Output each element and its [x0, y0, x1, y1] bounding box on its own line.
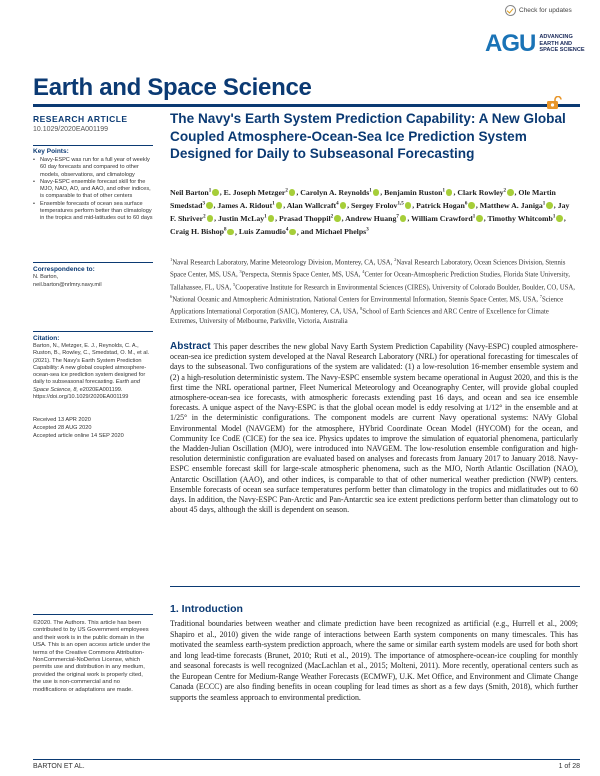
orcid-icon[interactable]	[289, 229, 296, 236]
key-point: • Navy-ESPC was run for a full year of weekly 60 day forecasts and compared to other models, observations, and climatology	[33, 157, 153, 179]
open-access-icon	[546, 96, 562, 110]
author-name: Prasad Thoppil$^2$	[279, 213, 334, 223]
author-name: Neil Barton$^1$	[170, 187, 212, 197]
author-name: Timothy Whitcomb$^1$	[487, 213, 556, 223]
abstract	[170, 342, 578, 515]
journal-title: Earth and Space Science	[33, 74, 312, 101]
orcid-icon[interactable]	[446, 189, 453, 196]
running-author: BARTON ET AL.	[33, 763, 85, 770]
orcid-icon[interactable]	[373, 189, 380, 196]
correspondence-name: N. Barton,	[33, 274, 59, 280]
orcid-icon[interactable]	[334, 215, 341, 222]
agu-tagline: ADVANCING EARTH AND SPACE SCIENCE	[539, 34, 585, 54]
author-name: Matthew A. Janiga$^1$	[479, 200, 546, 210]
abstract-label: Abstract	[170, 341, 211, 352]
author-name: Luis Zamudio$^4$	[238, 227, 289, 237]
citation-journal: Earth and Space Science, 8,	[33, 379, 140, 393]
author-name: Justin McLay$^1$	[217, 213, 267, 223]
author-name: E. Joseph Metzger$^2$	[223, 187, 288, 197]
agu-logo	[485, 26, 595, 62]
key-points-list	[33, 157, 153, 223]
author-name: Clark Rowley$^2$	[457, 187, 506, 197]
author-list: Neil Barton$^1$ , E. Joseph Metzger$^2$ , Carolyn A. Reynolds$^1$ , Benjamin Ruston$^1$ , Clark Rowley$^2$ , Ole Martin Smedstad$^3$ , James A. Ridout$^1$ , Alan Wallcraft$^4$ , Sergey Frolov$^{1,5}$ , Patrick Hogan$^6$ , Matthew A. Janiga$^1$ , Jay F. Shriver$^2$ , Justin McLay$^1$ , Prasad Thoppil$^2$ , Andrew Huang$^7$ , William Crawford$^1$ , Timothy Whitcomb$^1$ , Craig H. Bishop$^8$ , Luis Zamudio$^4$ , and Michael Phelps$^3$	[170, 187, 570, 237]
citation-block	[33, 343, 153, 401]
author-name: and Michael Phelps$^3$	[300, 227, 369, 237]
sidebar-divider	[33, 262, 153, 263]
license-text: ©2020. The Authors. This article has been contributed to by US Government employees and their work is in the public domain in the USA. This is an open access article under the terms of the Creative Commons Attribution-NonCommercial-NoDerivs License, which permits use and distribution in any medium, provided the original work is properly cited, the use is non-commercial and no modifications or adaptations are made.	[33, 620, 151, 693]
check-updates-icon	[505, 5, 516, 16]
key-point: • Navy-ESPC ensemble forecast skill for the MJO, NAO, AO, and AAO, and other indices, is comparable to that of other centers	[33, 179, 153, 201]
author-name: Benjamin Ruston$^1$	[384, 187, 445, 197]
author-name: Jay F. Shriver$^2$	[170, 200, 570, 223]
sidebar-divider	[33, 331, 153, 332]
section-title: 1. Introduction	[170, 603, 243, 615]
orcid-icon[interactable]	[212, 189, 219, 196]
citation-link[interactable]: e2020EA001199. https://doi.org/10.1029/2020EA001199	[33, 386, 129, 401]
agu-wordmark: AGU	[485, 30, 536, 57]
header-divider	[33, 104, 580, 107]
orcid-icon[interactable]	[507, 189, 514, 196]
author-name: Carolyn A. Reynolds$^1$	[300, 187, 372, 197]
orcid-icon[interactable]	[468, 202, 475, 209]
sidebar-divider	[33, 614, 153, 615]
affiliations: $^1$Naval Research Laboratory, Marine Meteorology Division, Monterey, CA, USA, $^2$Naval Research Laboratory, Ocean Sciences Division, Stennis Space Center, MS, USA, $^3$Perspecta, Stennis Space Center, MS, USA, $^4$Center for Ocean-Atmospheric Prediction Studies, Florida State University, Tallahassee, FL, USA, $^5$Cooperative Institute for Research in Environmental Sciences (CIRES), University of Colorado Boulder, Boulder, CO, USA, $^6$National Oceanic and Atmospheric Administration, National Centers for Environmental Information, Stennis Space Center, MS, USA, $^7$Science Applications International Corporation (SAIC), Monterey, CA, USA, $^8$School of Earth Sciences and ARC Centre of Excellence for Climate Extremes, University of Melbourne, Parkville, Victoria, Australia	[170, 257, 576, 325]
footer-divider	[33, 759, 580, 760]
orcid-icon[interactable]	[476, 215, 483, 222]
orcid-icon[interactable]	[400, 215, 407, 222]
orcid-icon[interactable]	[227, 229, 234, 236]
article-type: RESEARCH ARTICLE	[33, 114, 128, 124]
orcid-icon[interactable]	[556, 215, 563, 222]
sidebar-divider	[33, 145, 153, 146]
check-updates-label: Check for updates	[519, 7, 572, 14]
orcid-icon[interactable]	[289, 189, 296, 196]
author-name: Sergey Frolov$^{1,5}$	[351, 200, 404, 210]
orcid-icon[interactable]	[340, 202, 347, 209]
article-doi[interactable]: 10.1029/2020EA001199	[33, 126, 108, 133]
author-name: Alan Wallcraft$^4$	[286, 200, 339, 210]
accepted-online-date: Accepted article online 14 SEP 2020	[33, 433, 124, 439]
orcid-icon[interactable]	[276, 202, 283, 209]
orcid-icon[interactable]	[206, 202, 213, 209]
accepted-date: Accepted 28 AUG 2020	[33, 425, 92, 431]
check-for-updates-badge[interactable]	[505, 3, 597, 18]
key-points-heading: Key Points:	[33, 148, 69, 155]
abstract-text: This paper describes the new global Navy Earth System Prediction Capability (Navy-ESPC) coupled atmosphere-ocean-sea ice prediction system developed at the Naval Research Laboratory (NRL) for operational forecasting for timescales of days to the subseasonal. Two configurations of the system are validated: (1) a low-resolution 16-member ensemble system and (2) a high-resolution deterministic system. The Navy-ESPC ensemble system became operational in August 2020, and this is the first time the NRL operational partner, Fleet Numerical Meteorology and Oceanography Center, will provide global coupled atmosphere-ocean-sea ice forecasts, with atmospheric forecasts extending past 16 days, and ocean and sea ice ensemble forecasts. A unique aspect of the Navy-ESPC is that the global ocean model is eddy resolving at 1/12° in the ensemble and at 1/25° in the deterministic configurations. The component models are current Navy operational systems: NAVy Global Environmental Model (NAVGEM) for the atmosphere, HYbrid Coordinate Ocean Model (HYCOM) for the ocean, and Community Ice CodE (CICE) for the sea ice. Physics updates to improve the simulation of equatorial phenomena, particularly the Madden-Julian Oscillation (MJO), were introduced into NAVGEM. The low-resolution ensemble configuration and high-resolution deterministic configuration are evaluated based on analyses and forecasts from January 2017 to January 2018. Navy-ESPC ensemble forecast skill for large-scale atmospheric phenomena, such as the MJO, North Atlantic Oscillation (NAO), Antarctic Oscillation (AAO), and other indices, is comparable to that of other numerical weather prediction (NWP) centers. Ensemble forecasts of ocean sea surface temperatures perform better than climatology in the tropics and midlatitudes out to 60 days. In addition, the Navy-ESPC Pan-Arctic and Pan-Antarctic sea ice extent predictions perform better than climatology out to about 45 days, although the skill is dependent on season.	[170, 342, 578, 515]
paper-title: The Navy's Earth System Prediction Capability: A New Global Coupled Atmosphere-Ocean-Sea Ice Prediction System Designed for Daily to Subseasonal Forecasting	[170, 111, 566, 161]
author-name: Ole Martin Smedstad$^3$	[170, 187, 556, 210]
page-number: 1 of 28	[558, 763, 580, 770]
citation-heading: Citation:	[33, 335, 60, 342]
orcid-icon[interactable]	[207, 215, 214, 222]
correspondence-email[interactable]: neil.barton@nrlmry.navy.mil	[33, 282, 102, 288]
received-date: Received 13 APR 2020	[33, 417, 91, 423]
author-name: Patrick Hogan$^6$	[416, 200, 468, 210]
orcid-icon[interactable]	[546, 202, 553, 209]
correspondence-heading: Correspondence to:	[33, 266, 95, 273]
author-name: William Crawford$^1$	[411, 213, 476, 223]
orcid-icon[interactable]	[268, 215, 275, 222]
orcid-icon[interactable]	[405, 202, 412, 209]
author-name: Craig H. Bishop$^8$	[170, 227, 227, 237]
introduction-text: Traditional boundaries between weather and climate prediction have been recognized as artificial (e.g., Hurrell et al., 2009; Shapiro et al., 2010) given the wide range of interactions between Earth system components on many timescales. This has motivated the seamless earth-system prediction approach, where the same or similar earth system models are used for both short and long lead-time forecasts (Brunet, 2010; Ruti et al., 2019). The importance of atmosphere-ocean-ice coupling for monthly and seasonal forecasts is well recognized (MacLachlan et al., 2015; Molteni, 2011). More recently, operational centers such as the European Centre for Medium-Range Weather Forecasts (ECMWF), U.K. Met Office, and Environment and Climate Change Canada (ECCC) are also finding benefits in ocean coupling for lead times as short as a few days (Smith, 2018), which further supports the seamless approach to environmental prediction.	[170, 619, 578, 702]
author-name: James A. Ridout$^1$	[217, 200, 275, 210]
abstract-divider	[170, 586, 580, 587]
citation-text: Barton, N., Metzger, E. J., Reynolds, C. A., Ruston, B., Rowley, C., Smedstad, O. M., et al. (2021). The Navy's Earth System Prediction Capability: A new global coupled atmosphere-ocean-sea ice prediction system designed for daily to subseasonal forecasting.	[33, 343, 150, 386]
key-point: • Ensemble forecasts of ocean sea surface temperatures perform better than climatology in the tropics and mid-latitudes out to 60 days	[33, 201, 153, 223]
author-name: Andrew Huang$^7$	[345, 213, 399, 223]
